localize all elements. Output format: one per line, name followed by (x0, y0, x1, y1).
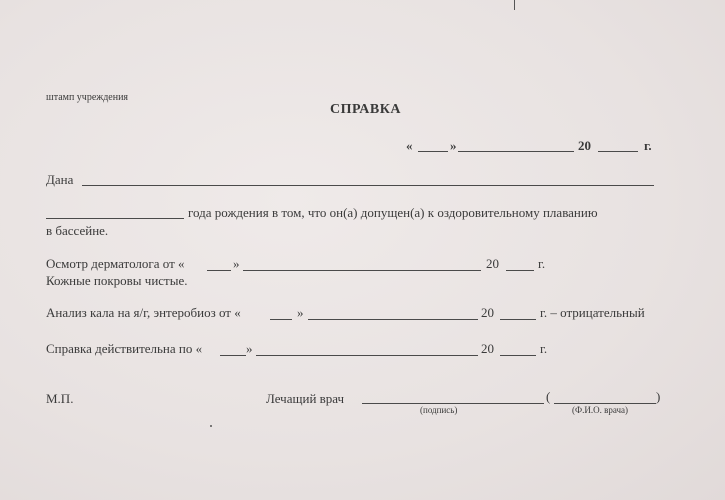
analysis-year-prefix: 20 (481, 305, 494, 320)
paren-open: ( (546, 389, 551, 404)
birth-text: года рождения в том, что он(а) допущен(а) к оздоровительному плаванию (188, 205, 598, 220)
date-open-quote: « (406, 138, 413, 153)
dermatologist-result: Кожные покровы чистые. (46, 273, 188, 288)
scan-mark (514, 0, 515, 10)
dermatologist-label: Осмотр дерматолога от « (46, 256, 185, 271)
scan-speck (210, 425, 212, 427)
validity-label: Справка действительна по « (46, 341, 203, 356)
birth-continuation: в бассейне. (46, 223, 109, 238)
given-name-field[interactable] (82, 185, 654, 186)
document-title: СПРАВКА (330, 102, 401, 117)
validity-year-prefix: 20 (481, 341, 494, 356)
signature-field[interactable] (362, 403, 544, 404)
date-year-field[interactable] (598, 151, 638, 152)
dermatologist-year-prefix: 20 (486, 256, 499, 271)
name-caption: (Ф.И.О. врача) (572, 405, 629, 415)
seal-label: М.П. (46, 391, 74, 406)
dermatologist-close-quote: » (233, 256, 240, 271)
validity-month-field[interactable] (256, 355, 478, 356)
validity-year-field[interactable] (500, 355, 536, 356)
dermatologist-month-field[interactable] (243, 270, 481, 271)
doctor-label: Лечащий врач (266, 391, 345, 406)
date-year-suffix: г. (644, 138, 652, 153)
dermatologist-year-suffix: г. (538, 256, 546, 271)
analysis-label: Анализ кала на я/г, энтеробиоз от « (46, 305, 241, 320)
validity-close-quote: » (246, 341, 253, 356)
validity-year-suffix: г. (540, 341, 548, 356)
analysis-year-field[interactable] (500, 319, 536, 320)
signature-caption: (подпись) (420, 405, 458, 415)
analysis-year-suffix: г. – отрицательный (540, 305, 645, 320)
date-year-prefix: 20 (578, 138, 591, 153)
analysis-close-quote: » (297, 305, 304, 320)
paren-close: ) (656, 389, 661, 404)
birth-year-field[interactable] (46, 218, 184, 219)
analysis-day-field[interactable] (270, 319, 292, 320)
stamp-label: штамп учреждения (46, 92, 129, 103)
doctor-name-field[interactable] (554, 403, 656, 404)
dermatologist-year-field[interactable] (506, 270, 534, 271)
validity-day-field[interactable] (220, 355, 246, 356)
given-label: Дана (46, 172, 74, 187)
date-close-quote: » (450, 138, 457, 153)
analysis-month-field[interactable] (308, 319, 478, 320)
date-month-field[interactable] (458, 151, 574, 152)
date-day-field[interactable] (418, 151, 448, 152)
dermatologist-day-field[interactable] (207, 270, 231, 271)
